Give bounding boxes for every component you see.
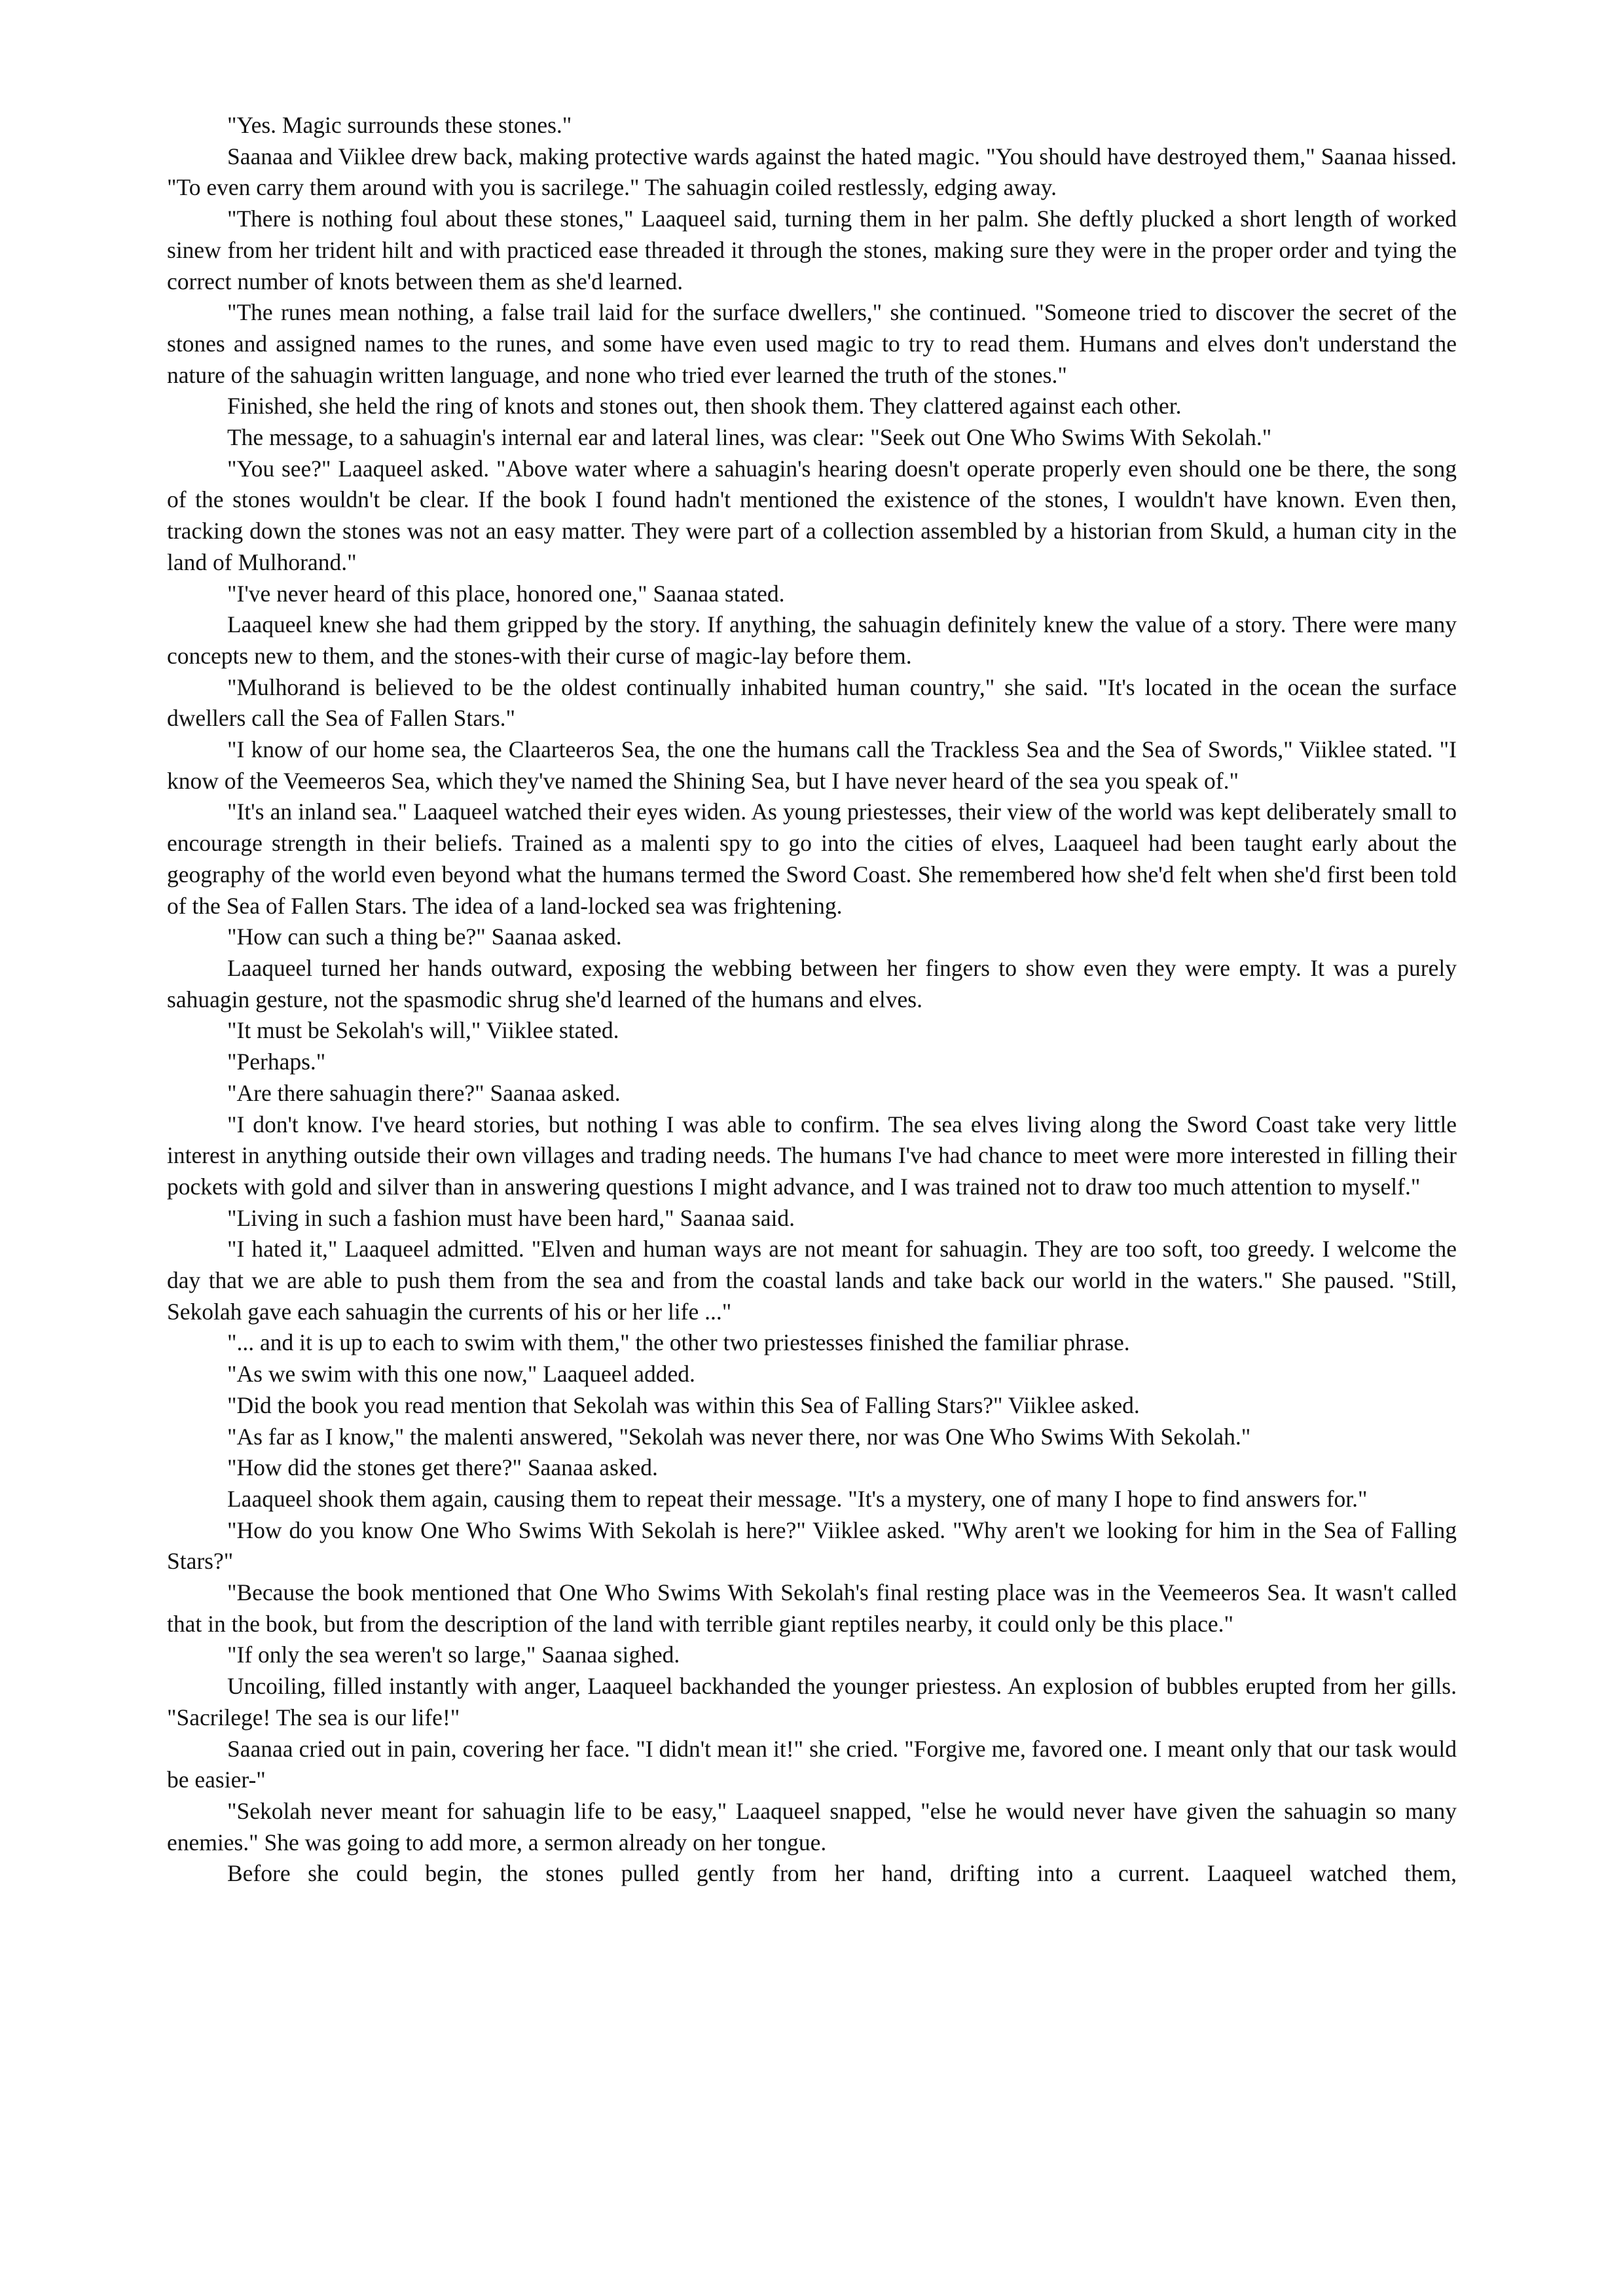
paragraph: "If only the sea weren't so large," Saanaa sighed. xyxy=(227,1641,680,1668)
paragraph: Laaqueel knew she had them gripped by the story. If anything, the sahuagin definitely knew the value of a story. There were many concepts new to them, and the stones-with their curse of magic-lay before them. xyxy=(167,611,1457,669)
paragraph: "Are there sahuagin there?" Saanaa asked. xyxy=(227,1079,621,1106)
paragraph: "The runes mean nothing, a false trail laid for the surface dwellers," she continued. "Someone tried to discover the secret of the stones and assigned names to the runes, and some have even used magic to try to read them. Humans and elves don't understand the nature of the sahuagin written language, and none who tried ever learned the truth of the stones." xyxy=(167,299,1457,388)
paragraph: Laaqueel turned her hands outward, exposing the webbing between her fingers to show even they were empty. It was a purely sahuagin gesture, not the spasmodic shrug she'd learned of the humans and elves. xyxy=(167,954,1457,1013)
paragraph: "Mulhorand is believed to be the oldest continually inhabited human country," she said. "It's located in the ocean the surface dwellers call the Sea of Fallen Stars." xyxy=(167,673,1457,732)
paragraph: The message, to a sahuagin's internal ear and lateral lines, was clear: "Seek out One Who Swims With Sekolah." xyxy=(227,424,1272,451)
paragraph: "There is nothing foul about these stones," Laaqueel said, turning them in her palm. She deftly plucked a short length of worked sinew from her trident hilt and with practiced ease threaded it through the stones, making sure they were in the proper order and tying the correct number of knots between them as she'd learned. xyxy=(167,206,1457,295)
paragraph: "... and it is up to each to swim with them," the other two priestesses finished the familiar phrase. xyxy=(227,1329,1130,1356)
paragraph: "I hated it," Laaqueel admitted. "Elven and human ways are not meant for sahuagin. They are too soft, too greedy. I welcome the day that we are able to push them from the sea and from the coastal lands and take back our world in the waters." She paused. "Still, Sekolah gave each sahuagin the currents of his or her life ..." xyxy=(167,1236,1457,1325)
paragraph: Uncoiling, filled instantly with anger, Laaqueel backhanded the younger priestess. An explosion of bubbles erupted from her gills. "Sacrilege! The sea is our life!" xyxy=(167,1673,1457,1731)
paragraph: "As we swim with this one now," Laaqueel added. xyxy=(227,1361,695,1388)
paragraph: "I know of our home sea, the Claarteeros Sea, the one the humans call the Trackless Sea and the Sea of Swords," Viiklee stated. "I know of the Veemeeros Sea, which they've named the Shining Sea, but I have never heard of the sea you speak of." xyxy=(167,736,1457,794)
paragraph: Finished, she held the ring of knots and stones out, then shook them. They clattered against each other. xyxy=(227,393,1182,420)
paragraph: "Yes. Magic surrounds these stones." xyxy=(227,112,572,138)
paragraph: "It's an inland sea." Laaqueel watched their eyes widen. As young priestesses, their view of the world was kept deliberately small to encourage strength in their beliefs. Trained as a malenti spy to go into the cities of elves, Laaqueel had been taught early about the geography of the world even beyond what the humans termed the Sword Coast. She remembered how she'd felt when she'd first been told of the Sea of Fallen Stars. The idea of a land-locked sea was frightening. xyxy=(167,798,1457,919)
paragraph: "I don't know. I've heard stories, but nothing I was able to confirm. The sea elves living along the Sword Coast take very little interest in anything outside their own villages and trading needs. The humans I've had chance to meet were more interested in filling their pockets with gold and silver than in answering questions I might advance, and I was trained not to draw too much attention to myself." xyxy=(167,1111,1457,1200)
paragraph: "How do you know One Who Swims With Sekolah is here?" Viiklee asked. "Why aren't we looking for him in the Sea of Falling Stars?" xyxy=(167,1516,1457,1575)
paragraph: "Perhaps." xyxy=(227,1049,326,1075)
paragraph: "How can such a thing be?" Saanaa asked. xyxy=(227,924,622,950)
paragraph: "You see?" Laaqueel asked. "Above water where a sahuagin's hearing doesn't operate properly even should one be there, the song of the stones wouldn't be clear. If the book I found hadn't mentioned the existence of the stones, I wouldn't have known. Even then, tracking down the stones was not an easy matter. They were part of a collection assembled by a historian from Skuld, a human city in the land of Mulhorand." xyxy=(167,455,1457,575)
paragraph: "Living in such a fashion must have been hard," Saanaa said. xyxy=(227,1204,795,1231)
paragraph: "Did the book you read mention that Sekolah was within this Sea of Falling Stars?" Viiklee asked. xyxy=(227,1391,1140,1418)
paragraph: "It must be Sekolah's will," Viiklee stated. xyxy=(227,1017,619,1044)
paragraph: "How did the stones get there?" Saanaa asked. xyxy=(227,1454,658,1481)
paragraph: "Sekolah never meant for sahuagin life to be easy," Laaqueel snapped, "else he would never have given the sahuagin so many enemies." She was going to add more, a sermon already on her tongue. xyxy=(167,1797,1457,1856)
paragraph: Laaqueel shook them again, causing them to repeat their message. "It's a mystery, one of many I hope to find answers for." xyxy=(227,1485,1368,1512)
paragraph: "I've never heard of this place, honored one," Saanaa stated. xyxy=(227,580,785,607)
paragraph: Before she could begin, the stones pulled gently from her hand, drifting into a current. Laaqueel watched them, xyxy=(227,1860,1457,1887)
paragraph: Saanaa and Viiklee drew back, making protective wards against the hated magic. "You should have destroyed them," Saanaa hissed. "To even carry them around with you is sacrilege." The sahuagin coiled restlessly, edging away. xyxy=(167,143,1457,201)
page-text-body xyxy=(167,110,1457,1890)
paragraph: "As far as I know," the malenti answered, "Sekolah was never there, nor was One Who Swims With Sekolah." xyxy=(227,1423,1251,1450)
paragraph: "Because the book mentioned that One Who Swims With Sekolah's final resting place was in the Veemeeros Sea. It wasn't called that in the book, but from the description of the land with terrible giant reptiles nearby, it could only be this place." xyxy=(167,1579,1457,1637)
paragraph: Saanaa cried out in pain, covering her face. "I didn't mean it!" she cried. "Forgive me, favored one. I meant only that our task would be easier-" xyxy=(167,1735,1457,1793)
